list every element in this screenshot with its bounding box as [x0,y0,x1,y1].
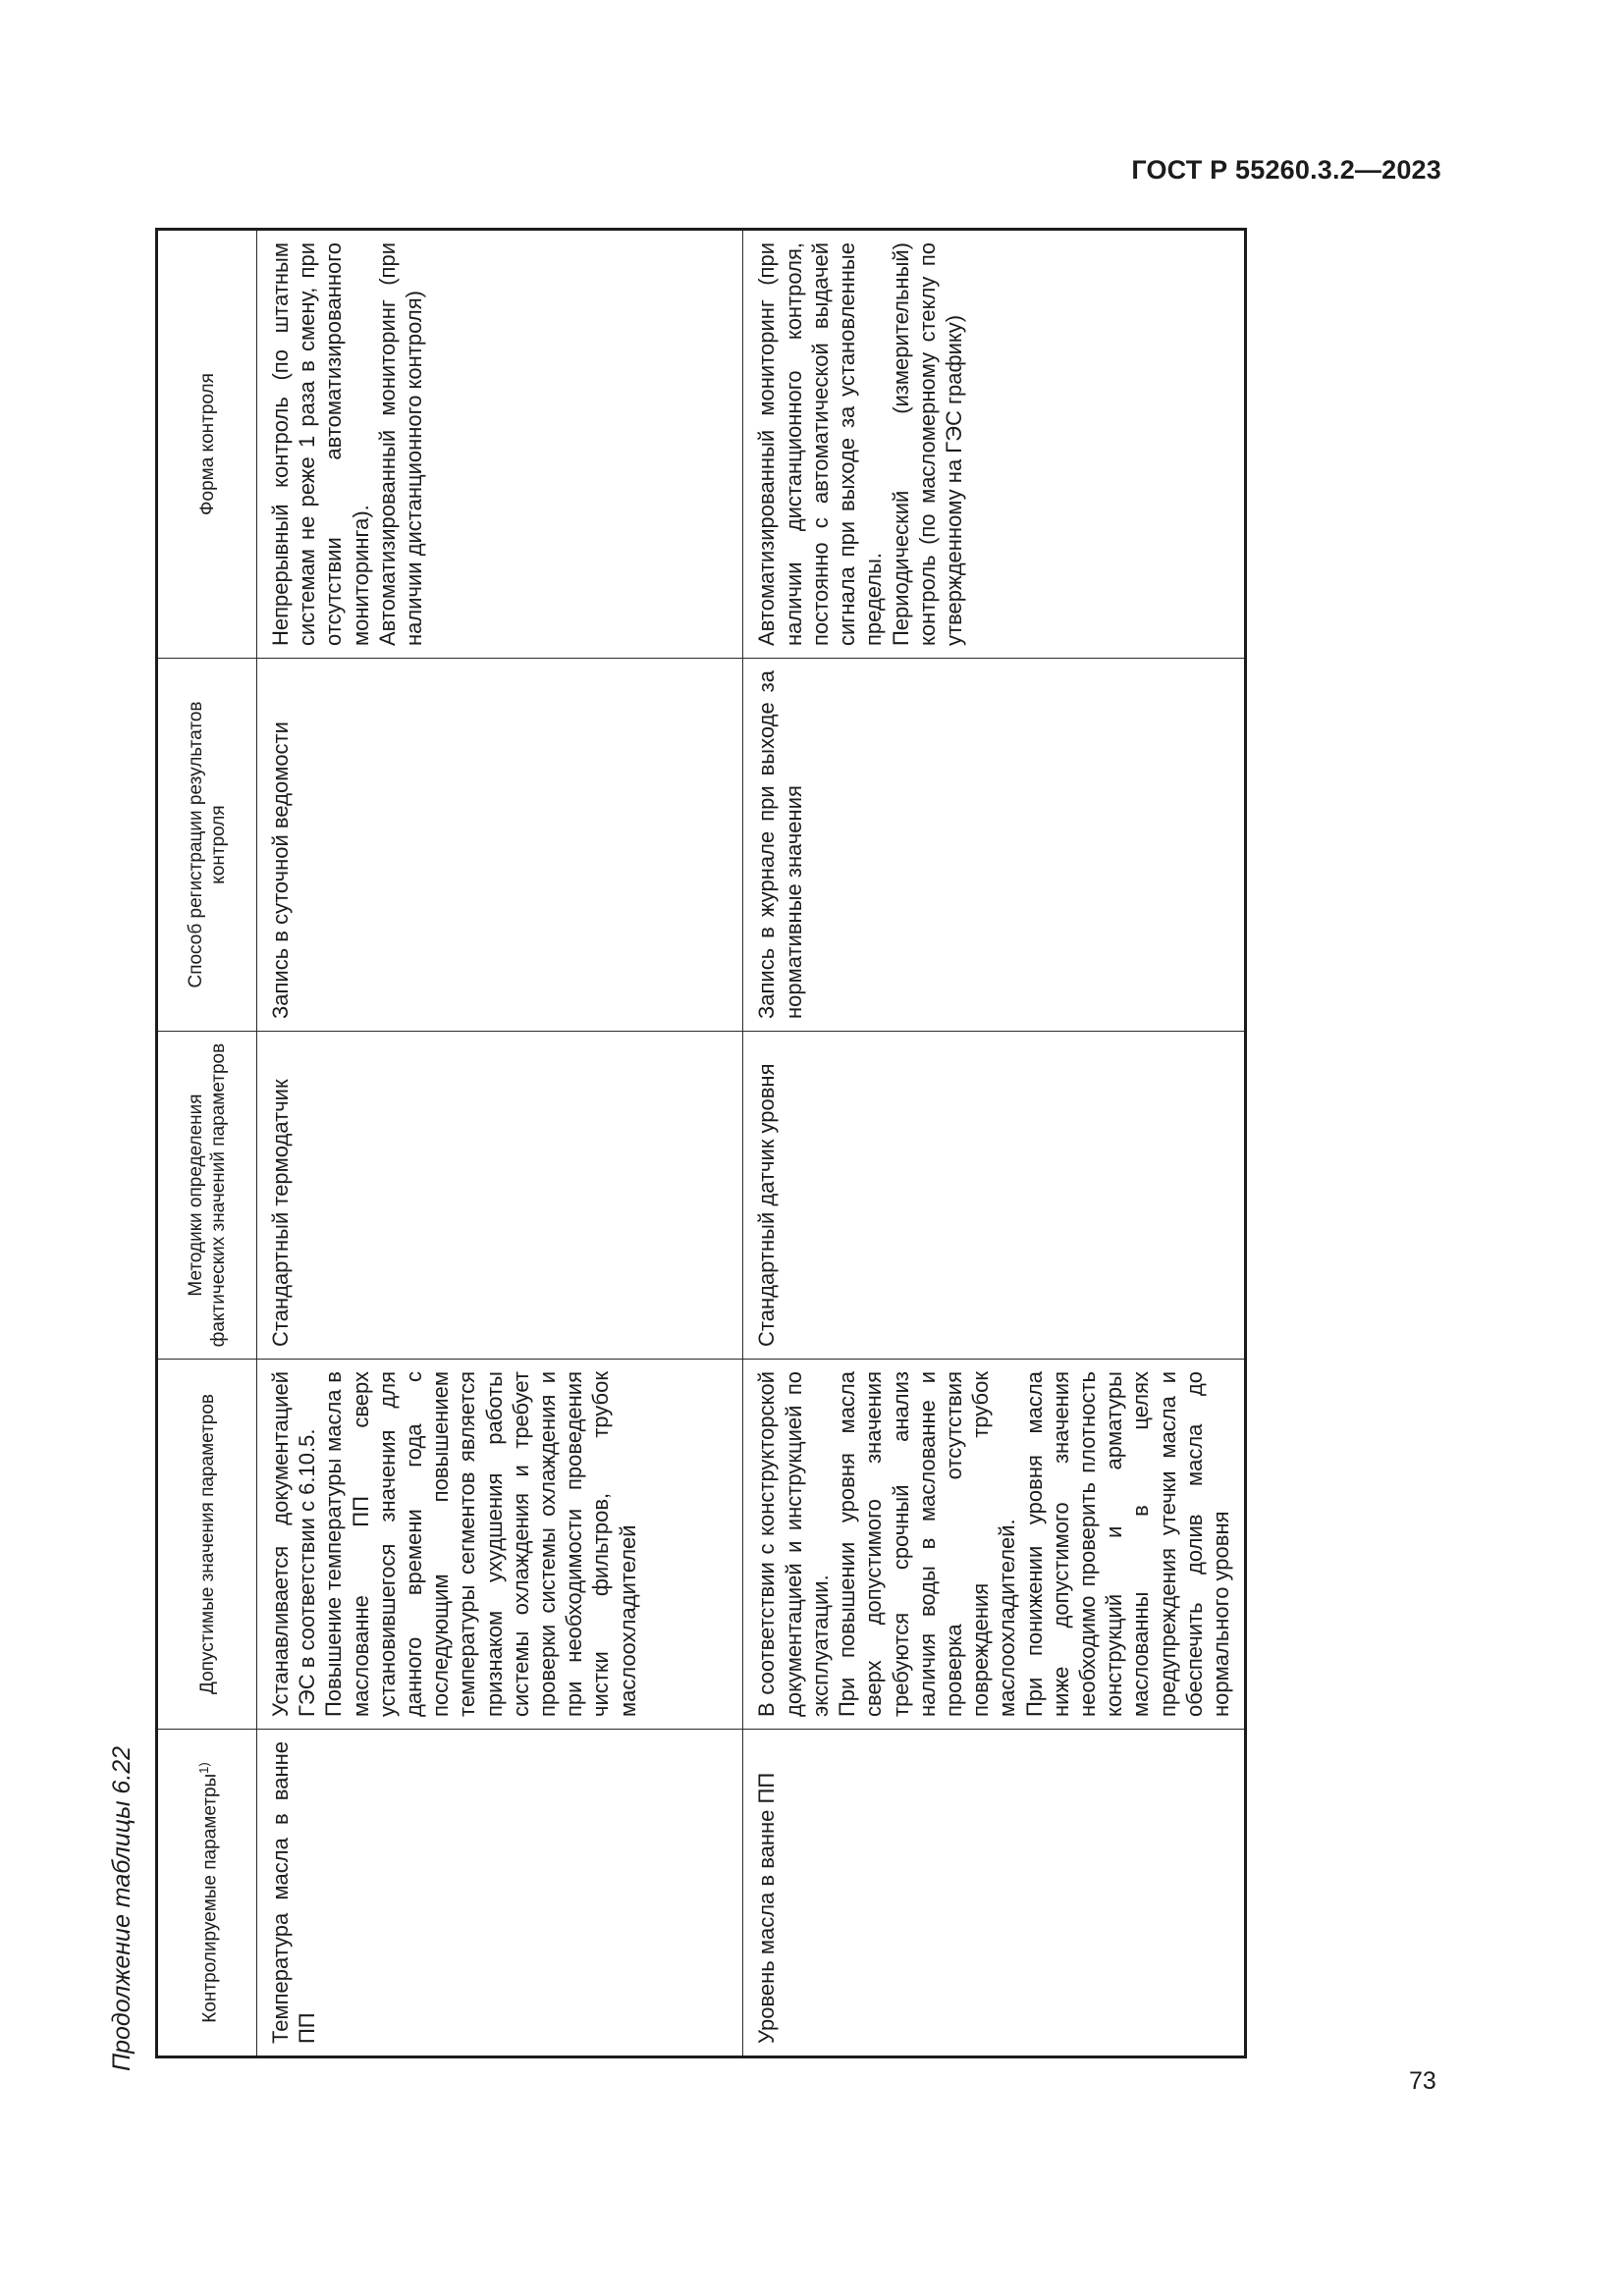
header-registration: Способ регистрации результатов контроля [157,659,257,1032]
cell-control-form [743,230,1246,659]
control-parameters-table [155,228,1247,2058]
allowed-paragraph: Повышение температуры масла в маслованне ПП сверх установившегося значения для данного времени года с последующим повышением температуры сегментов является признаком ухудшения работы системы охлаждения и требует проверки системы охлаждения и при необходимости проведения чистки фильтров, трубок маслоохладителей [321,1371,640,1717]
cell-control-form [257,230,743,659]
cell-allowed-values [257,1360,743,1730]
cell-method: Стандартный термодатчик [257,1032,743,1360]
cell-allowed-values [743,1360,1246,1730]
header-controlled-parameters: Контролируемые параметры$^{1)}$ [157,1730,257,2057]
table-caption: Продолжение таблицы 6.22 [108,1745,135,2071]
form-paragraph: Автоматизированный мониторинг (при наличии дистанционного контроля) [374,242,427,646]
form-paragraph: Периодический (измерительный) контроль (по масломерному стеклу по утвержденному на ГЭС графику) [888,242,966,646]
allowed-paragraph: При повышении уровня масла сверх допустимого значения требуются срочный анализ наличия воды в маслованне и проверка отсутствия повреждения трубок маслоохладителей. [835,1371,1020,1717]
page-number: 73 [1409,2067,1436,2095]
table-header-row [157,230,257,2057]
allowed-paragraph: В соответствии с конструкторской документацией и инструкцией по эксплуатации. [754,1371,833,1717]
document-code: ГОСТ Р 55260.3.2—2023 [1131,155,1441,185]
header-control-form: Форма контроля [157,230,257,659]
cell-parameter: Температура масла в ванне ПП [257,1730,743,2057]
header-footnote-mark: 1) [196,1762,212,1774]
table-row [743,230,1246,2057]
cell-registration: Запись в журнале при выходе за нормативные значения [743,659,1246,1032]
rotated-table-section [108,231,1306,2071]
cell-parameter: Уровень масла в ванне ПП [743,1730,1246,2057]
form-paragraph: Автоматизированный мониторинг (при наличии дистанционного контроля, постоянно с автоматической выдачей сигнала при выходе за установленные пределы. [754,242,887,646]
cell-method: Стандартный датчик уровня [743,1032,1246,1360]
table-row [257,230,743,2057]
allowed-paragraph: Устанавливается документацией ГЭС в соответствии с 6.10.5. [268,1371,320,1717]
header-allowed-values: Допустимые значения параметров [157,1360,257,1730]
cell-registration: Запись в суточной ведомости [257,659,743,1032]
form-paragraph: Непрерывный контроль (по штатным системам не реже 1 раза в смену, при отсутствии автоматизированного мониторинга). [268,242,373,646]
allowed-paragraph: При понижении уровня масла ниже допустимого значения необходимо проверить плотность конструкций и арматуры маслованны в целях предупреждения утечки масла и обеспечить долив масла до нормального уровня [1021,1371,1233,1717]
header-methods: Методики определения фактических значений параметров [157,1032,257,1360]
